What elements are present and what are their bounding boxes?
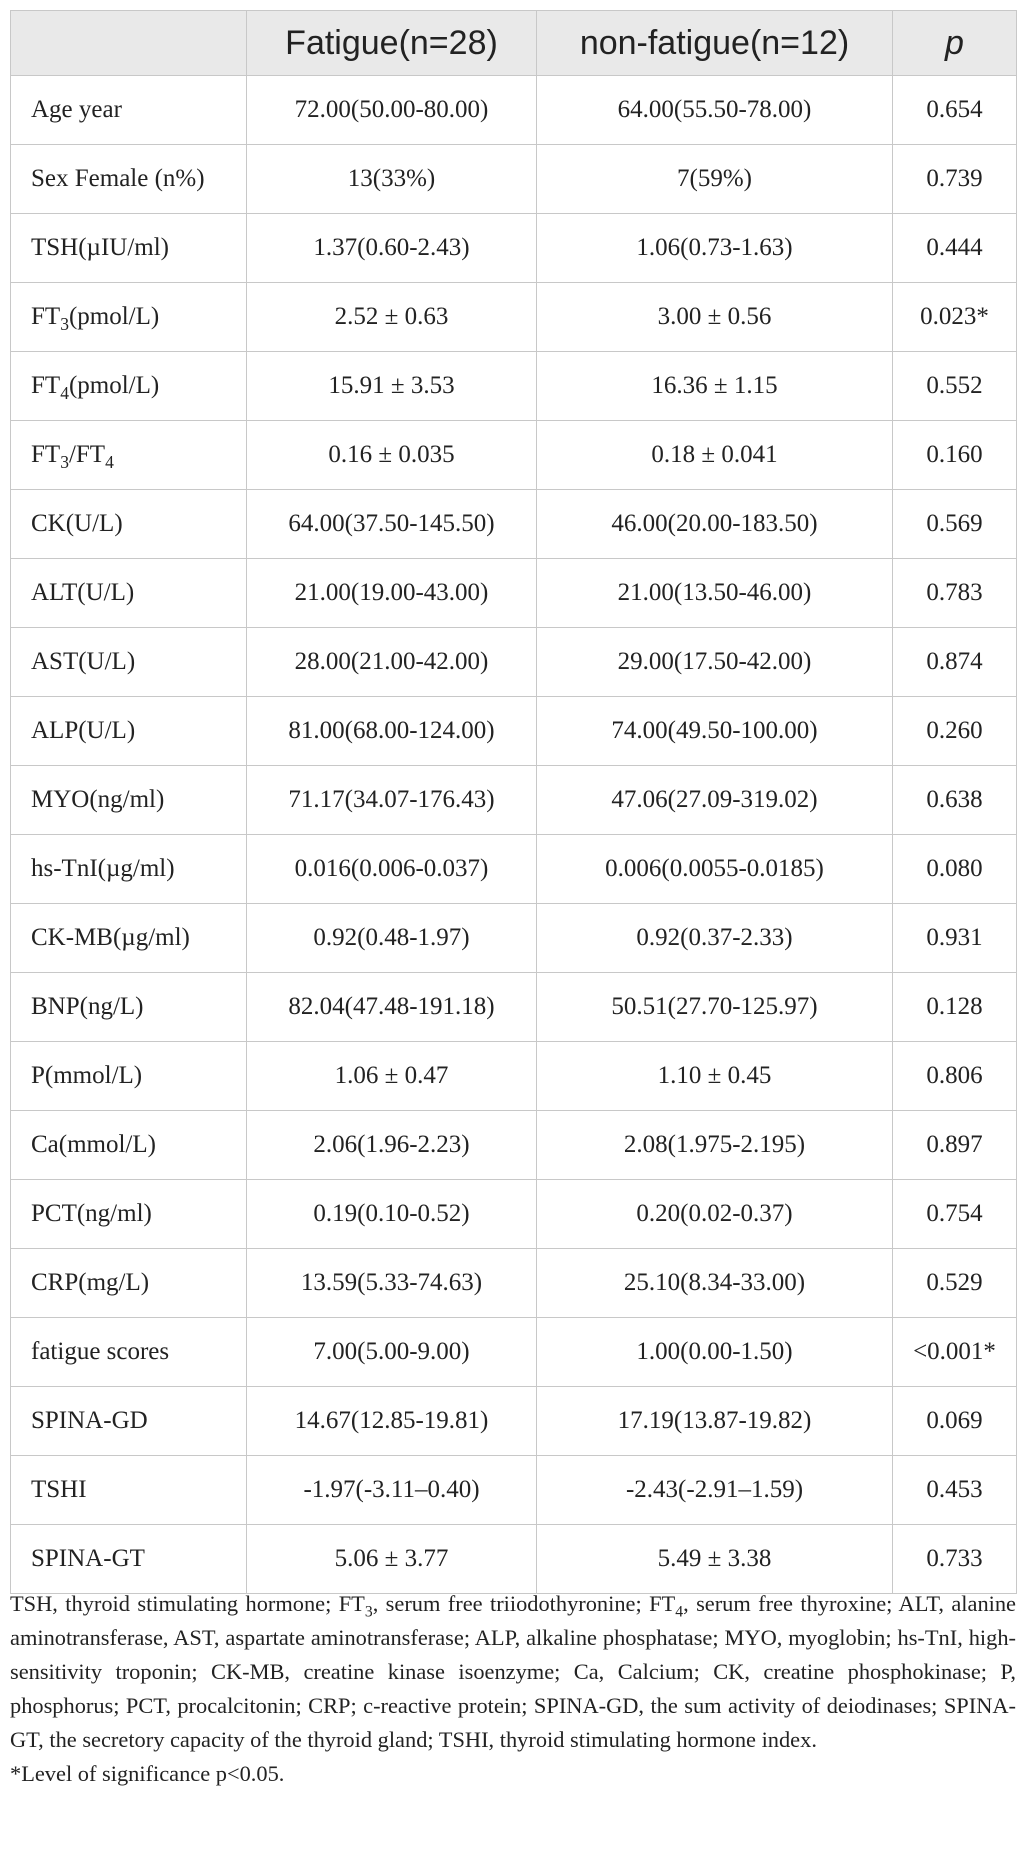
p-value: 0.128 — [893, 973, 1017, 1042]
p-value: 0.806 — [893, 1042, 1017, 1111]
non-fatigue-value: 17.19(13.87-19.82) — [537, 1387, 893, 1456]
row-label: ALT(U/L) — [11, 559, 247, 628]
table-row — [11, 214, 1017, 283]
row-label: SPINA-GT — [11, 1525, 247, 1594]
non-fatigue-value: 25.10(8.34-33.00) — [537, 1249, 893, 1318]
p-value: 0.739 — [893, 145, 1017, 214]
table-footnote — [10, 1587, 1016, 1791]
p-value: 0.783 — [893, 559, 1017, 628]
row-label: hs-TnI(µg/ml) — [11, 835, 247, 904]
header-empty — [11, 11, 247, 76]
non-fatigue-value: 2.08(1.975-2.195) — [537, 1111, 893, 1180]
header-p-value: p — [893, 11, 1017, 76]
table-row — [11, 283, 1017, 352]
fatigue-value: 14.67(12.85-19.81) — [247, 1387, 537, 1456]
row-label: P(mmol/L) — [11, 1042, 247, 1111]
header-row — [11, 11, 1017, 76]
non-fatigue-value: 5.49 ± 3.38 — [537, 1525, 893, 1594]
non-fatigue-value: 7(59%) — [537, 145, 893, 214]
p-value: 0.069 — [893, 1387, 1017, 1456]
fatigue-value: 1.37(0.60-2.43) — [247, 214, 537, 283]
table-row — [11, 1387, 1017, 1456]
fatigue-value: 82.04(47.48-191.18) — [247, 973, 537, 1042]
row-label: Ca(mmol/L) — [11, 1111, 247, 1180]
p-value: <0.001* — [893, 1318, 1017, 1387]
row-label: $FT_3/FT_4$ — [11, 421, 247, 490]
table-row — [11, 145, 1017, 214]
table-row — [11, 559, 1017, 628]
table-row — [11, 421, 1017, 490]
row-label: AST(U/L) — [11, 628, 247, 697]
p-value: 0.569 — [893, 490, 1017, 559]
fatigue-value: 21.00(19.00-43.00) — [247, 559, 537, 628]
table-row — [11, 1111, 1017, 1180]
fatigue-value: 28.00(21.00-42.00) — [247, 628, 537, 697]
row-label: PCT(ng/ml) — [11, 1180, 247, 1249]
p-value: 0.080 — [893, 835, 1017, 904]
non-fatigue-value: 74.00(49.50-100.00) — [537, 697, 893, 766]
non-fatigue-value: 47.06(27.09-319.02) — [537, 766, 893, 835]
table-row — [11, 352, 1017, 421]
non-fatigue-value: 50.51(27.70-125.97) — [537, 973, 893, 1042]
table-header — [11, 11, 1017, 76]
table-row — [11, 76, 1017, 145]
non-fatigue-value: 0.20(0.02-0.37) — [537, 1180, 893, 1249]
non-fatigue-value: 29.00(17.50-42.00) — [537, 628, 893, 697]
p-value: 0.160 — [893, 421, 1017, 490]
table-body — [11, 76, 1017, 1594]
table-row — [11, 973, 1017, 1042]
p-value: 0.529 — [893, 1249, 1017, 1318]
p-value: 0.733 — [893, 1525, 1017, 1594]
row-label: CK-MB(µg/ml) — [11, 904, 247, 973]
significance-note: *Level of significance p<0.05. — [10, 1761, 285, 1786]
fatigue-value: -1.97(-3.11–0.40) — [247, 1456, 537, 1525]
p-value: 0.638 — [893, 766, 1017, 835]
non-fatigue-value: 46.00(20.00-183.50) — [537, 490, 893, 559]
row-label: $FT_4(pmol/L)$ — [11, 352, 247, 421]
row-label: Age year — [11, 76, 247, 145]
fatigue-value: 2.06(1.96-2.23) — [247, 1111, 537, 1180]
p-value: 0.931 — [893, 904, 1017, 973]
table-row — [11, 1525, 1017, 1594]
non-fatigue-value: 0.92(0.37-2.33) — [537, 904, 893, 973]
row-label: $FT_3(pmol/L)$ — [11, 283, 247, 352]
non-fatigue-value: 0.006(0.0055-0.0185) — [537, 835, 893, 904]
fatigue-value: 72.00(50.00-80.00) — [247, 76, 537, 145]
header-fatigue: Fatigue(n=28) — [247, 11, 537, 76]
p-value: 0.754 — [893, 1180, 1017, 1249]
row-label: BNP(ng/L) — [11, 973, 247, 1042]
non-fatigue-value: 1.06(0.73-1.63) — [537, 214, 893, 283]
non-fatigue-value: 64.00(55.50-78.00) — [537, 76, 893, 145]
fatigue-value: 0.92(0.48-1.97) — [247, 904, 537, 973]
fatigue-value: 15.91 ± 3.53 — [247, 352, 537, 421]
fatigue-value: 64.00(37.50-145.50) — [247, 490, 537, 559]
non-fatigue-value: 1.10 ± 0.45 — [537, 1042, 893, 1111]
non-fatigue-value: -2.43(-2.91–1.59) — [537, 1456, 893, 1525]
p-value: 0.453 — [893, 1456, 1017, 1525]
p-value: 0.874 — [893, 628, 1017, 697]
non-fatigue-value: 16.36 ± 1.15 — [537, 352, 893, 421]
table-row — [11, 766, 1017, 835]
table-row — [11, 904, 1017, 973]
p-value: 0.444 — [893, 214, 1017, 283]
p-value: 0.260 — [893, 697, 1017, 766]
fatigue-value: 71.17(34.07-176.43) — [247, 766, 537, 835]
table-row — [11, 1042, 1017, 1111]
fatigue-value: 1.06 ± 0.47 — [247, 1042, 537, 1111]
table-row — [11, 628, 1017, 697]
row-label: MYO(ng/ml) — [11, 766, 247, 835]
results-table-container — [10, 10, 1016, 1594]
table-row — [11, 1249, 1017, 1318]
table-row — [11, 1180, 1017, 1249]
row-label: TSH(µIU/ml) — [11, 214, 247, 283]
non-fatigue-value: 1.00(0.00-1.50) — [537, 1318, 893, 1387]
p-value: 0.552 — [893, 352, 1017, 421]
row-label: CRP(mg/L) — [11, 1249, 247, 1318]
row-label: fatigue scores — [11, 1318, 247, 1387]
abbreviations-note: TSH, thyroid stimulating hormone; $FT_3$, serum free triiodothyronine; $FT_4$, serum free thyroxine; ALT, alanine aminotransferase, AST, aspartate aminotransferase; ALP, alkaline phosphatase; MYO, myoglobin; hs-TnI, high-sensitivity troponin; CK-MB, creatine kinase isoenzyme; Ca, Calcium; CK, creatine phosphokinase; P, phosphorus; PCT, procalcitonin; CRP; c-reactive protein; SPINA-GD, the sum activity of deiodinases; SPINA-GT, the secretory capacity of the thyroid gland; TSHI, thyroid stimulating hormone index. — [10, 1591, 1016, 1752]
fatigue-value: 13(33%) — [247, 145, 537, 214]
p-value: 0.654 — [893, 76, 1017, 145]
header-non-fatigue: non-fatigue(n=12) — [537, 11, 893, 76]
p-value: 0.023* — [893, 283, 1017, 352]
row-label: CK(U/L) — [11, 490, 247, 559]
non-fatigue-value: 3.00 ± 0.56 — [537, 283, 893, 352]
fatigue-value: 0.016(0.006-0.037) — [247, 835, 537, 904]
row-label: ALP(U/L) — [11, 697, 247, 766]
fatigue-value: 0.16 ± 0.035 — [247, 421, 537, 490]
fatigue-value: 7.00(5.00-9.00) — [247, 1318, 537, 1387]
fatigue-value: 0.19(0.10-0.52) — [247, 1180, 537, 1249]
fatigue-value: 5.06 ± 3.77 — [247, 1525, 537, 1594]
p-value: 0.897 — [893, 1111, 1017, 1180]
results-table — [10, 10, 1017, 1594]
table-row — [11, 835, 1017, 904]
table-row — [11, 697, 1017, 766]
fatigue-value: 81.00(68.00-124.00) — [247, 697, 537, 766]
non-fatigue-value: 0.18 ± 0.041 — [537, 421, 893, 490]
non-fatigue-value: 21.00(13.50-46.00) — [537, 559, 893, 628]
row-label: TSHI — [11, 1456, 247, 1525]
table-row — [11, 1318, 1017, 1387]
table-row — [11, 490, 1017, 559]
fatigue-value: 2.52 ± 0.63 — [247, 283, 537, 352]
table-row — [11, 1456, 1017, 1525]
row-label: SPINA-GD — [11, 1387, 247, 1456]
fatigue-value: 13.59(5.33-74.63) — [247, 1249, 537, 1318]
row-label: Sex Female (n%) — [11, 145, 247, 214]
